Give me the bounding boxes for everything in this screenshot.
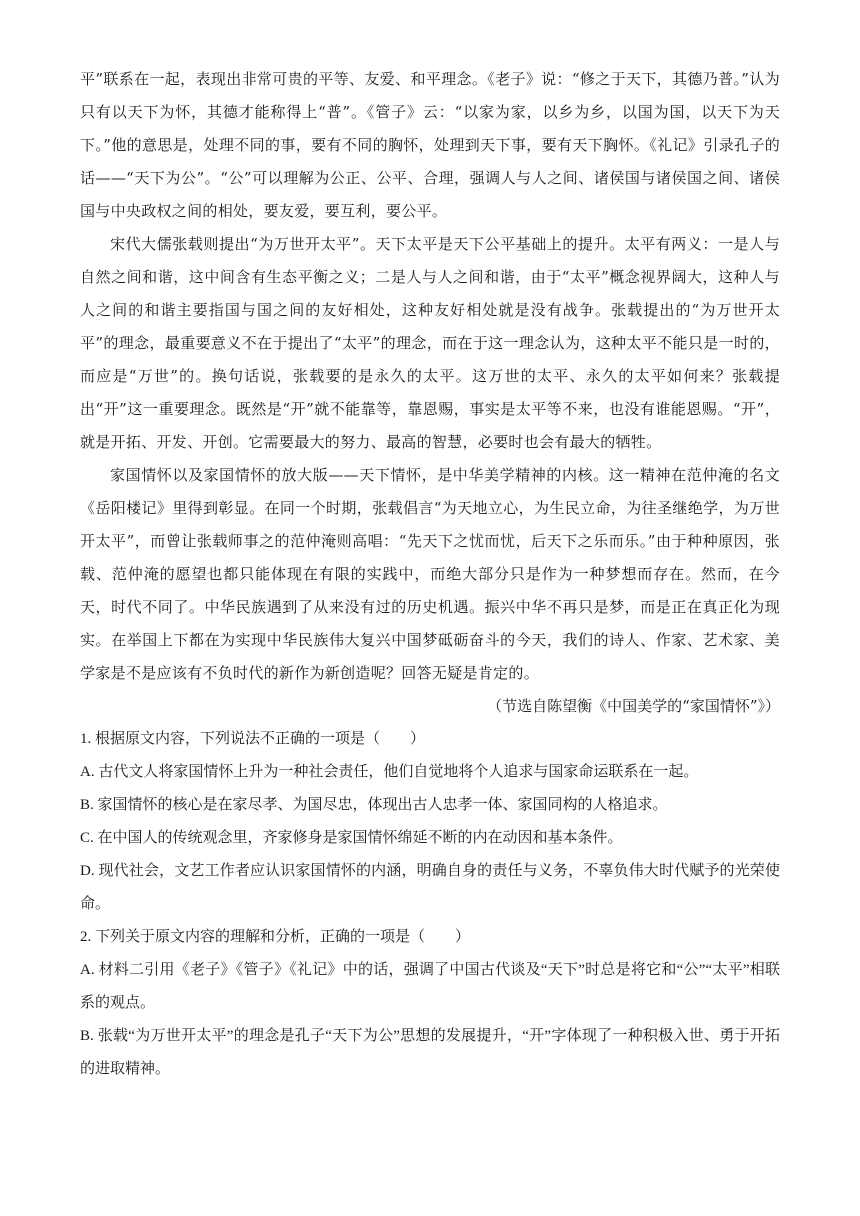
- passage-paragraph-1: 平”联系在一起，表现出非常可贵的平等、友爱、和平理念。《老子》说：“修之于天下，其德乃普。”认为只有以天下为怀，其德才能称得上“普”。《管子》云：“以家为家，以乡为乡，以国为国，以天下为天下。”他的意思是，处理不同的事，要有不同的胸怀，处理到天下事，要有天下胸怀。《礼记》引录孔子的话——“天下为公”。“公”可以理解为公正、公平、合理，强调人与人之间、诸侯国与诸侯国之间、诸侯国与中央政权之间的相处，要友爱，要互利，要公平。: [80, 70, 780, 220]
- passage-paragraph-3: 家国情怀以及家国情怀的放大版——天下情怀，是中华美学精神的内核。这一精神在范仲淹的名文《岳阳楼记》里得到彰显。在同一个时期，张载倡言“为天地立心，为生民立命，为往圣继绝学，为万世开太平”，而曾让张载师事之的范仲淹则高唱：“先天下之忧而忧，后天下之乐而乐。”由于种种原因，张载、范仲淹的愿望也都只能体现在有限的实践中，而绝大部分只是作为一种梦想而存在。然而，在今天，时代不同了。中华民族遇到了从来没有过的历史机遇。振兴中华不再只是梦，而是正在真正化为现实。在举国上下都在为实现中华民族伟大复兴中国梦砥砺奋斗的今天，我们的诗人、作家、艺术家、美学家是不是应该有不负时代的新作为新创造呢？回答无疑是肯定的。: [80, 466, 780, 682]
- question-1: [80, 723, 780, 921]
- document-page: [80, 63, 780, 1086]
- question-1-option-b: B. 家国情怀的核心是在家尽孝、为国尽忠，体现出古人忠孝一体、家国同构的人格追求。: [80, 797, 668, 813]
- question-1-option-c: C. 在中国人的传统观念里，齐家修身是家国情怀绵延不断的内在动因和基本条件。: [80, 830, 623, 846]
- question-2: [80, 921, 780, 1086]
- question-2-stem: 2. 下列关于原文内容的理解和分析，正确的一项是（ ）: [80, 929, 471, 945]
- question-1-stem: 1. 根据原文内容，下列说法不正确的一项是（ ）: [80, 731, 426, 747]
- passage-source: （节选自陈望衡《中国美学的“家国情怀”》）: [487, 697, 780, 715]
- question-2-option-b: B. 张载“为万世开太平”的理念是孔子“天下为公”思想的发展提升，“开”字体现了一种积极入世、勇于开拓的进取精神。: [80, 1028, 780, 1077]
- question-2-option-a: A. 材料二引用《老子》《管子》《礼记》中的话，强调了中国古代谈及“天下”时总是将它和“公”“太平”相联系的观点。: [80, 962, 780, 1011]
- question-1-option-d: D. 现代社会，文艺工作者应认识家国情怀的内涵，明确自身的责任与义务，不辜负伟大时代赋予的光荣使命。: [80, 863, 780, 912]
- passage-paragraph-2: 宋代大儒张载则提出“为万世开太平”。天下太平是天下公平基础上的提升。太平有两义：一是人与自然之间和谐，这中间含有生态平衡之义；二是人与人之间和谐，由于“太平”概念视界阔大，这种人与人之间的和谐主要指国与国之间的友好相处，这种友好相处就是没有战争。张载提出的“为万世开太平”的理念，最重要意义不在于提出了“太平”的理念，而在于这一理念认为，这种太平不能只是一时的，而应是“万世”的。换句话说，张载要的是永久的太平。这万世的太平、永久的太平如何来？张载提出“开”这一重要理念。既然是“开”就不能靠等，靠恩赐，事实是太平等不来，也没有谁能恩赐。“开”，就是开拓、开发、开创。它需要最大的努力、最高的智慧，必要时也会有最大的牺牲。: [80, 235, 780, 451]
- question-1-option-a: A. 古代文人将家国情怀上升为一种社会责任，他们自觉地将个人追求与国家命运联系在一起。: [80, 764, 699, 780]
